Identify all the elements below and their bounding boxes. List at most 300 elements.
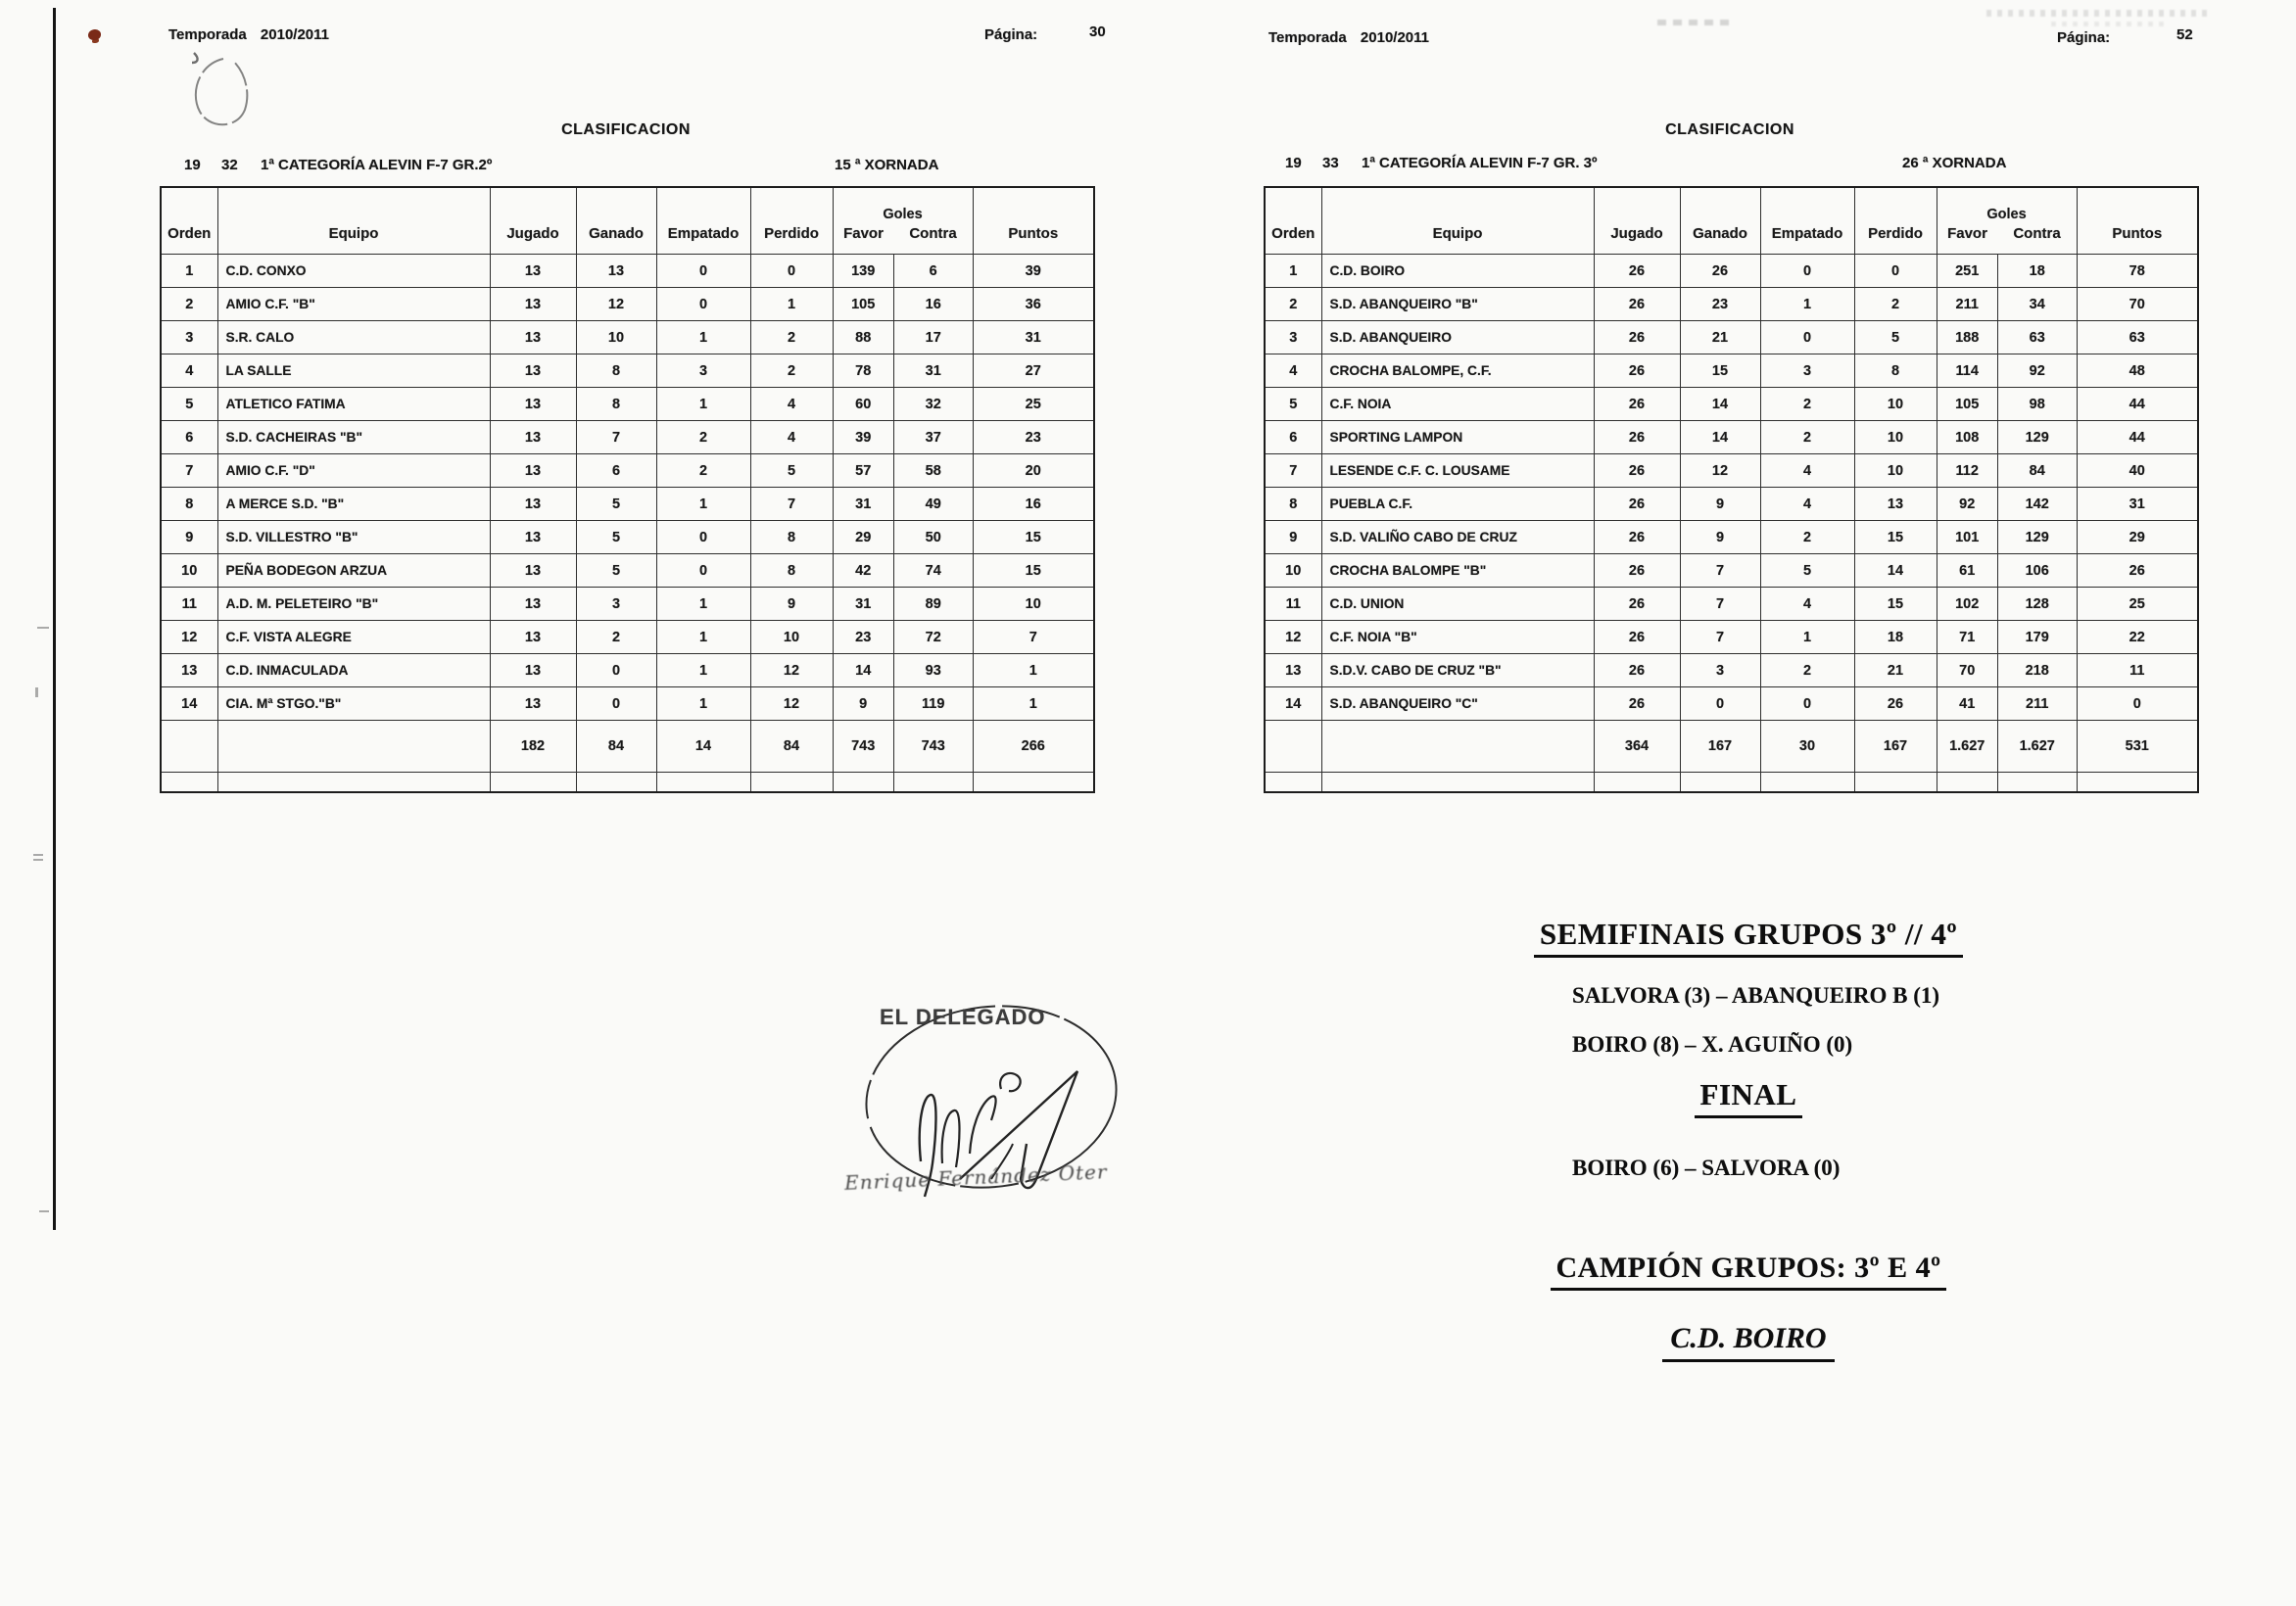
stat-cell: 41: [1937, 687, 1997, 721]
empty-cell: [490, 773, 576, 793]
team-cell: AMIO C.F. "D": [217, 454, 490, 488]
stat-cell: 7: [161, 454, 217, 488]
stat-cell: 63: [2077, 321, 2198, 354]
stat-cell: 7: [1265, 454, 1321, 488]
header-perdido: Perdido: [750, 187, 833, 255]
stat-cell: 5: [161, 388, 217, 421]
stat-cell: 26: [1594, 687, 1680, 721]
stat-cell: 26: [1594, 354, 1680, 388]
stat-cell: 12: [161, 621, 217, 654]
empty-cell: [1997, 773, 2077, 793]
stat-cell: 36: [973, 288, 1094, 321]
stat-cell: 10: [1265, 554, 1321, 588]
stat-cell: 12: [576, 288, 656, 321]
table-row: [1265, 354, 2198, 388]
stat-cell: 3: [161, 321, 217, 354]
total-puntos: 531: [2077, 721, 2198, 773]
stat-cell: 129: [1997, 421, 2077, 454]
stat-cell: 9: [1680, 521, 1760, 554]
stat-cell: 129: [1997, 521, 2077, 554]
stat-cell: 89: [893, 588, 973, 621]
empty-cell: [1854, 773, 1937, 793]
margin-mark-artifact: [33, 854, 43, 856]
category-code-2-right: 33: [1322, 155, 1339, 171]
stat-cell: 23: [1680, 288, 1760, 321]
stat-cell: 128: [1997, 588, 2077, 621]
stat-cell: 13: [576, 255, 656, 288]
stat-cell: 13: [1854, 488, 1937, 521]
stat-cell: 105: [833, 288, 893, 321]
stat-cell: 211: [1997, 687, 2077, 721]
team-cell: S.D. ABANQUEIRO "C": [1321, 687, 1594, 721]
total-empatado: 30: [1760, 721, 1854, 773]
stat-cell: 26: [1594, 255, 1680, 288]
stat-cell: 5: [576, 554, 656, 588]
temporada-value: 2010/2011: [260, 26, 329, 43]
header-equipo: Equipo: [217, 187, 490, 255]
total-perdido: 167: [1854, 721, 1937, 773]
table-row: [161, 321, 1094, 354]
stat-cell: 3: [1680, 654, 1760, 687]
empty-cell: [161, 773, 217, 793]
stat-cell: 9: [161, 521, 217, 554]
stat-cell: 98: [1997, 388, 2077, 421]
empty-cell: [750, 773, 833, 793]
stat-cell: 6: [1265, 421, 1321, 454]
stat-cell: 5: [750, 454, 833, 488]
stat-cell: 29: [833, 521, 893, 554]
stat-cell: 2: [656, 421, 750, 454]
stat-cell: 8: [576, 388, 656, 421]
table-row: [161, 421, 1094, 454]
stat-cell: 42: [833, 554, 893, 588]
margin-mark-artifact: [37, 627, 49, 629]
table-header-left: [161, 187, 1094, 255]
stat-cell: 8: [750, 554, 833, 588]
stat-cell: 13: [490, 288, 576, 321]
total-empatado: 14: [656, 721, 750, 773]
stat-cell: 0: [2077, 687, 2198, 721]
stat-cell: 10: [750, 621, 833, 654]
stat-cell: 21: [1680, 321, 1760, 354]
table-row: [161, 354, 1094, 388]
stat-cell: 2: [1854, 288, 1937, 321]
empty-cell: [833, 773, 893, 793]
stat-cell: 6: [576, 454, 656, 488]
final-result: BOIRO (6) – SALVORA (0): [1572, 1156, 1841, 1180]
stat-cell: 7: [576, 421, 656, 454]
totals-row-left: [161, 721, 1094, 773]
stat-cell: 9: [1680, 488, 1760, 521]
stat-cell: 13: [490, 521, 576, 554]
team-cell: C.F. VISTA ALEGRE: [217, 621, 490, 654]
stat-cell: 251: [1937, 255, 1997, 288]
stat-cell: 34: [1997, 288, 2077, 321]
stat-cell: 4: [750, 421, 833, 454]
stat-cell: 37: [893, 421, 973, 454]
final-title: FINAL: [1695, 1077, 1803, 1118]
stat-cell: 7: [1680, 588, 1760, 621]
table-row: [161, 288, 1094, 321]
stat-cell: 0: [576, 654, 656, 687]
table-header-right: [1265, 187, 2198, 255]
stat-cell: 8: [750, 521, 833, 554]
stat-cell: 2: [1760, 421, 1854, 454]
empty-cell: [1265, 773, 1321, 793]
empty-cell: [1321, 773, 1594, 793]
stat-cell: 8: [161, 488, 217, 521]
total-jugado: 182: [490, 721, 576, 773]
stat-cell: 12: [1680, 454, 1760, 488]
stat-cell: 13: [161, 654, 217, 687]
total-perdido: 84: [750, 721, 833, 773]
pagina-label-right: Página:: [2057, 29, 2111, 46]
stat-cell: 63: [1997, 321, 2077, 354]
stat-cell: 7: [1680, 554, 1760, 588]
stat-cell: 0: [656, 554, 750, 588]
team-cell: C.D. CONXO: [217, 255, 490, 288]
stat-cell: 4: [1760, 454, 1854, 488]
stat-cell: 1: [1760, 288, 1854, 321]
stat-cell: 26: [1594, 421, 1680, 454]
table-row: [161, 255, 1094, 288]
header-goles: Goles: [883, 207, 923, 222]
stat-cell: 44: [2077, 421, 2198, 454]
stat-cell: 13: [490, 588, 576, 621]
stat-cell: 26: [1854, 687, 1937, 721]
stat-cell: 13: [490, 388, 576, 421]
pagina-value-left: 30: [1089, 24, 1106, 40]
stat-cell: 49: [893, 488, 973, 521]
stat-cell: 14: [1680, 388, 1760, 421]
stat-cell: 6: [893, 255, 973, 288]
stat-cell: 139: [833, 255, 893, 288]
champion-name-wrap: [1425, 1322, 2072, 1362]
stat-cell: 1: [750, 288, 833, 321]
xornada-right: 26 ª XORNADA: [1902, 155, 2007, 171]
stat-cell: 26: [1680, 255, 1760, 288]
team-cell: PEÑA BODEGON ARZUA: [217, 554, 490, 588]
stat-cell: 13: [490, 255, 576, 288]
stat-cell: 26: [1594, 321, 1680, 354]
stat-cell: 108: [1937, 421, 1997, 454]
stat-cell: 31: [833, 488, 893, 521]
empty-cell: [217, 773, 490, 793]
team-cell: S.D. CACHEIRAS "B": [217, 421, 490, 454]
team-cell: AMIO C.F. "B": [217, 288, 490, 321]
stat-cell: 1: [1760, 621, 1854, 654]
stat-cell: 44: [2077, 388, 2198, 421]
team-cell: CROCHA BALOMPE "B": [1321, 554, 1594, 588]
team-cell: C.D. BOIRO: [1321, 255, 1594, 288]
category-code-2-left: 32: [221, 157, 238, 173]
stat-cell: 70: [2077, 288, 2198, 321]
table-row: [161, 521, 1094, 554]
stat-cell: 11: [1265, 588, 1321, 621]
total-contra: 1.627: [1997, 721, 2077, 773]
stat-cell: 7: [750, 488, 833, 521]
team-cell: C.D. INMACULADA: [217, 654, 490, 687]
page-title-left: CLASIFICACION: [561, 121, 691, 138]
stat-cell: 14: [833, 654, 893, 687]
header-ganado: Ganado: [1680, 187, 1760, 255]
stat-cell: 71: [1937, 621, 1997, 654]
stat-cell: 6: [161, 421, 217, 454]
stat-cell: 2: [1760, 654, 1854, 687]
stat-cell: 4: [1265, 354, 1321, 388]
stat-cell: 5: [1760, 554, 1854, 588]
table-foot-right: [1265, 721, 2198, 793]
stat-cell: 0: [750, 255, 833, 288]
stat-cell: 1: [656, 687, 750, 721]
empty-cell: [973, 773, 1094, 793]
stat-cell: 7: [1680, 621, 1760, 654]
stat-cell: 23: [973, 421, 1094, 454]
stat-cell: [217, 721, 490, 773]
stat-cell: 101: [1937, 521, 1997, 554]
empty-cell: [1937, 773, 1997, 793]
team-cell: C.F. NOIA "B": [1321, 621, 1594, 654]
team-cell: CROCHA BALOMPE, C.F.: [1321, 354, 1594, 388]
stat-cell: 112: [1937, 454, 1997, 488]
team-cell: SPORTING LAMPON: [1321, 421, 1594, 454]
total-ganado: 84: [576, 721, 656, 773]
stat-cell: 26: [1594, 288, 1680, 321]
stat-cell: 20: [973, 454, 1094, 488]
totals-row-right: [1265, 721, 2198, 773]
stat-cell: 27: [973, 354, 1094, 388]
stat-cell: 8: [576, 354, 656, 388]
stat-cell: 92: [1997, 354, 2077, 388]
stat-cell: 0: [1680, 687, 1760, 721]
stat-cell: 13: [490, 454, 576, 488]
stat-cell: 3: [1760, 354, 1854, 388]
header-perdido: Perdido: [1854, 187, 1937, 255]
header-orden: Orden: [161, 187, 217, 255]
ink-spot-artifact: [88, 29, 101, 40]
stat-cell: 4: [1760, 588, 1854, 621]
stat-cell: 10: [1854, 388, 1937, 421]
team-cell: S.D.V. CABO DE CRUZ "B": [1321, 654, 1594, 687]
table-body-left: [161, 255, 1094, 721]
stat-cell: 1: [973, 654, 1094, 687]
stat-cell: 2: [656, 454, 750, 488]
table-row: [1265, 654, 2198, 687]
stat-cell: 2: [1265, 288, 1321, 321]
signature-name: Enrique Fernández Oter: [843, 1159, 1108, 1195]
header-jugado: Jugado: [1594, 187, 1680, 255]
stat-cell: 2: [576, 621, 656, 654]
stat-cell: 32: [893, 388, 973, 421]
header-contra: Contra: [909, 225, 957, 242]
smudge-artifact: [2051, 22, 2169, 26]
smudge-artifact: [1657, 20, 1734, 25]
stat-cell: 1: [656, 621, 750, 654]
empty-cell: [1680, 773, 1760, 793]
category-code-1-right: 19: [1285, 155, 1302, 171]
empty-cell: [2077, 773, 2198, 793]
table-row: [161, 488, 1094, 521]
header-empatado: Empatado: [656, 187, 750, 255]
table-row: [1265, 388, 2198, 421]
header-goles: Goles: [1986, 207, 2027, 222]
table-row: [161, 654, 1094, 687]
table-row: [161, 554, 1094, 588]
stat-cell: 142: [1997, 488, 2077, 521]
stat-cell: 0: [656, 521, 750, 554]
stat-cell: 22: [2077, 621, 2198, 654]
stat-cell: 0: [1760, 687, 1854, 721]
stat-cell: 60: [833, 388, 893, 421]
stat-cell: 8: [1265, 488, 1321, 521]
table-row: [161, 454, 1094, 488]
stat-cell: 10: [1854, 454, 1937, 488]
category-left: 1ª CATEGORÍA ALEVIN F-7 GR.2º: [261, 157, 493, 173]
table-row: [161, 588, 1094, 621]
stat-cell: 13: [490, 621, 576, 654]
stat-cell: 5: [576, 521, 656, 554]
stat-cell: 1: [1265, 255, 1321, 288]
stat-cell: 11: [161, 588, 217, 621]
smudge-artifact: [1986, 10, 2212, 17]
empty-strip-row: [1265, 773, 2198, 793]
temporada-right: [1268, 29, 1429, 46]
stat-cell: 7: [973, 621, 1094, 654]
stat-cell: 2: [1760, 521, 1854, 554]
stat-cell: [161, 721, 217, 773]
stat-cell: 18: [1854, 621, 1937, 654]
team-cell: C.D. UNION: [1321, 588, 1594, 621]
table-row: [1265, 321, 2198, 354]
team-cell: PUEBLA C.F.: [1321, 488, 1594, 521]
semifinal-result-2: BOIRO (8) – X. AGUIÑO (0): [1572, 1032, 1853, 1057]
stat-cell: 1: [656, 321, 750, 354]
stat-cell: 0: [656, 255, 750, 288]
category-code-1-left: 19: [184, 157, 201, 173]
temporada-label: Temporada: [1268, 29, 1347, 46]
temporada-label: Temporada: [168, 26, 247, 43]
stat-cell: 3: [576, 588, 656, 621]
stat-cell: 5: [576, 488, 656, 521]
stat-cell: 93: [893, 654, 973, 687]
header-empatado: Empatado: [1760, 187, 1854, 255]
stat-cell: 39: [973, 255, 1094, 288]
stat-cell: 1: [656, 488, 750, 521]
stat-cell: 211: [1937, 288, 1997, 321]
header-goles-group: [833, 187, 973, 255]
empty-strip-row: [161, 773, 1094, 793]
stat-cell: 106: [1997, 554, 2077, 588]
stat-cell: 188: [1937, 321, 1997, 354]
champion-name: C.D. BOIRO: [1662, 1322, 1834, 1362]
empty-cell: [893, 773, 973, 793]
stat-cell: 84: [1997, 454, 2077, 488]
category-right: 1ª CATEGORÍA ALEVIN F-7 GR. 3º: [1362, 155, 1598, 171]
stat-cell: 2: [750, 321, 833, 354]
champion-title-wrap: [1425, 1252, 2072, 1291]
empty-cell: [1760, 773, 1854, 793]
stat-cell: 15: [973, 554, 1094, 588]
stat-cell: 48: [2077, 354, 2198, 388]
table-row: [1265, 454, 2198, 488]
stat-cell: 13: [490, 654, 576, 687]
table-row: [1265, 255, 2198, 288]
stat-cell: 4: [161, 354, 217, 388]
total-jugado: 364: [1594, 721, 1680, 773]
stat-cell: 50: [893, 521, 973, 554]
stat-cell: 0: [1760, 321, 1854, 354]
stat-cell: 74: [893, 554, 973, 588]
stat-cell: 179: [1997, 621, 2077, 654]
stat-cell: 31: [973, 321, 1094, 354]
stat-cell: 88: [833, 321, 893, 354]
stat-cell: [1321, 721, 1594, 773]
table-row: [1265, 488, 2198, 521]
stat-cell: 58: [893, 454, 973, 488]
team-cell: CIA. Mª STGO."B": [217, 687, 490, 721]
stat-cell: 3: [1265, 321, 1321, 354]
stat-cell: 2: [1760, 388, 1854, 421]
team-cell: C.F. NOIA: [1321, 388, 1594, 421]
stat-cell: 5: [1265, 388, 1321, 421]
total-contra: 743: [893, 721, 973, 773]
stat-cell: 26: [1594, 388, 1680, 421]
stat-cell: 14: [1680, 421, 1760, 454]
stat-cell: 26: [1594, 654, 1680, 687]
stat-cell: 92: [1937, 488, 1997, 521]
team-cell: LESENDE C.F. C. LOUSAME: [1321, 454, 1594, 488]
stat-cell: 21: [1854, 654, 1937, 687]
empty-cell: [656, 773, 750, 793]
stat-cell: 10: [161, 554, 217, 588]
stat-cell: 1: [973, 687, 1094, 721]
scan-edge-artifact: [53, 8, 56, 1230]
stat-cell: 16: [973, 488, 1094, 521]
stat-cell: 72: [893, 621, 973, 654]
stat-cell: 114: [1937, 354, 1997, 388]
stat-cell: 13: [490, 321, 576, 354]
final-title-wrap: [1425, 1077, 2072, 1118]
team-cell: A MERCE S.D. "B": [217, 488, 490, 521]
stat-cell: 26: [1594, 621, 1680, 654]
classification-table-right: [1264, 186, 2199, 793]
empty-cell: [1594, 773, 1680, 793]
stat-cell: 61: [1937, 554, 1997, 588]
stat-cell: 13: [1265, 654, 1321, 687]
stat-cell: 23: [833, 621, 893, 654]
stat-cell: 10: [973, 588, 1094, 621]
stat-cell: 0: [1760, 255, 1854, 288]
header-ganado: Ganado: [576, 187, 656, 255]
stat-cell: 31: [893, 354, 973, 388]
stat-cell: 1: [656, 388, 750, 421]
table-row: [1265, 621, 2198, 654]
table-foot-left: [161, 721, 1094, 793]
stat-cell: 102: [1937, 588, 1997, 621]
table-row: [161, 621, 1094, 654]
team-cell: A.D. M. PELETEIRO "B": [217, 588, 490, 621]
stat-cell: 0: [656, 288, 750, 321]
stat-cell: 11: [2077, 654, 2198, 687]
semifinals-title-wrap: [1425, 917, 2072, 958]
team-cell: LA SALLE: [217, 354, 490, 388]
table-row: [1265, 687, 2198, 721]
stat-cell: 78: [833, 354, 893, 388]
stat-cell: 57: [833, 454, 893, 488]
stat-cell: 39: [833, 421, 893, 454]
stat-cell: 16: [893, 288, 973, 321]
stat-cell: 13: [490, 488, 576, 521]
